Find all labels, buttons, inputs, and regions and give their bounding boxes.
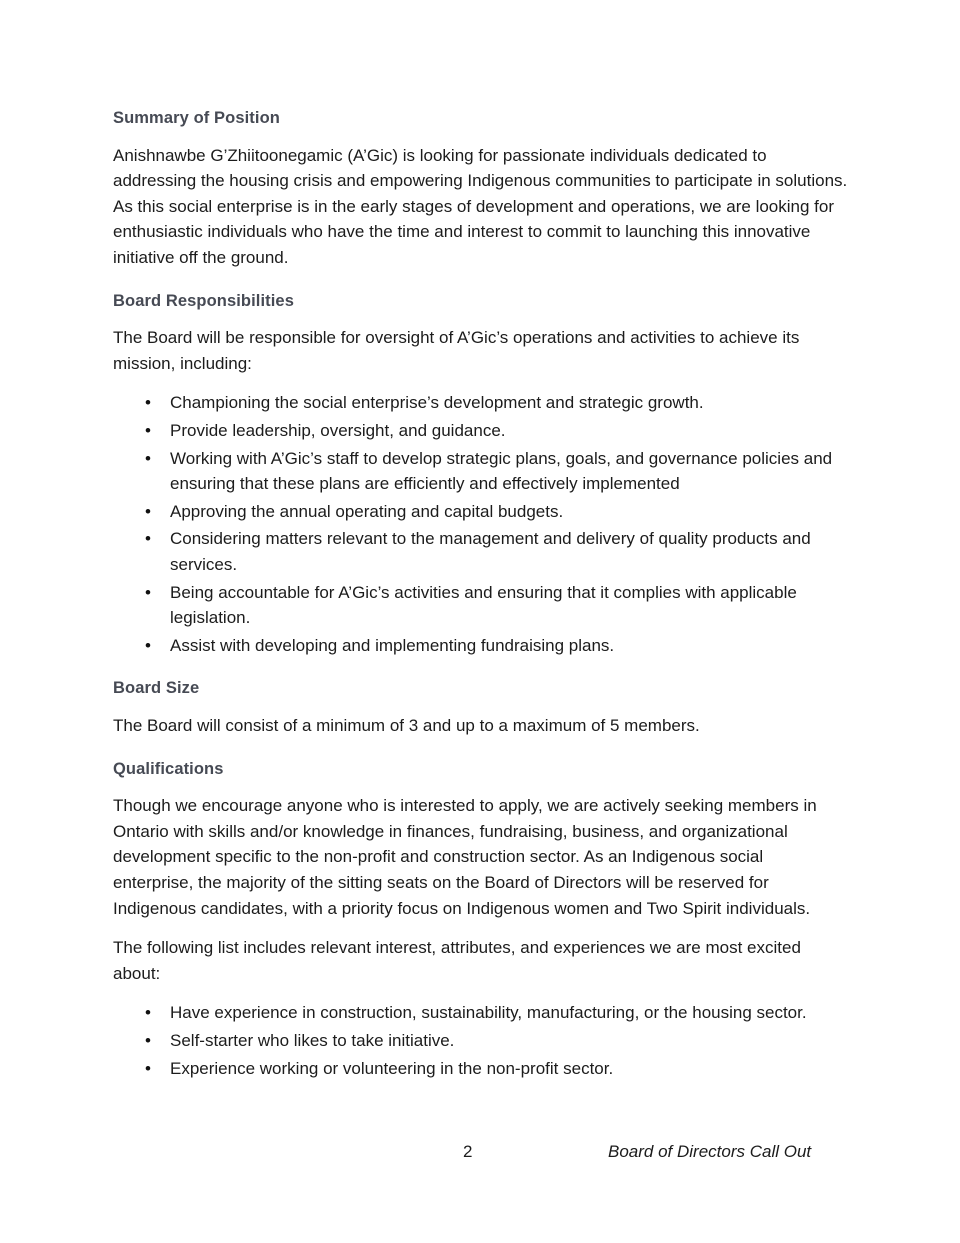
list-item: • Have experience in construction, sustainability, manufacturing, or the housing sector. <box>113 1000 848 1026</box>
list-item: • Experience working or volunteering in the non-profit sector. <box>113 1056 848 1082</box>
page-footer <box>113 1139 848 1167</box>
list-item: • Approving the annual operating and capital budgets. <box>113 499 848 525</box>
section-summary-of-position <box>113 108 848 271</box>
section-qualifications <box>113 759 848 1082</box>
paragraph: Though we encourage anyone who is interested to apply, we are actively seeking members in Ontario with skills and/or knowledge in finances, fundraising, business, and organizational development specific to the non-profit and construction sector. As an Indigenous social enterprise, the majority of the sitting seats on the Board of Directors will be reserved for Indigenous candidates, with a priority focus on Indigenous women and Two Spirit individuals. <box>113 796 817 918</box>
page-number: 2 <box>463 1142 473 1161</box>
section-heading: Board Size <box>113 679 200 698</box>
section-heading: Qualifications <box>113 759 224 778</box>
list-item: • Assist with developing and implementing fundraising plans. <box>113 633 848 659</box>
section-heading: Board Responsibilities <box>113 291 294 310</box>
footer-document-title: Board of Directors Call Out <box>608 1142 812 1161</box>
paragraph: The Board will be responsible for oversight of A’Gic’s operations and activities to achieve its mission, including: <box>113 328 800 373</box>
bullet-list <box>113 390 848 658</box>
paragraph: The Board will consist of a minimum of 3 and up to a maximum of 5 members. <box>113 715 700 735</box>
list-item: • Considering matters relevant to the management and delivery of quality products and services. <box>113 526 848 577</box>
list-item: • Working with A’Gic’s staff to develop strategic plans, goals, and governance policies and ensuring that these plans are efficiently and effectively implemented <box>113 446 848 497</box>
list-item: • Being accountable for A’Gic’s activities and ensuring that it complies with applicable legislation. <box>113 580 848 631</box>
bullet-list <box>113 1000 848 1081</box>
section-board-responsibilities <box>113 291 848 659</box>
list-item: • Provide leadership, oversight, and guidance. <box>113 418 848 444</box>
section-heading: Summary of Position <box>113 109 280 127</box>
paragraph: Anishnawbe G’Zhiitoonegamic (A’Gic) is looking for passionate individuals dedicated to addressing the housing crisis and empowering Indigenous communities to participate in solutions. As this social enterprise is in the early stages of development and operations, we are looking for enthusiastic individuals who have the time and interest to commit to launching this innovative initiative off the ground. <box>113 145 848 267</box>
document-body <box>113 108 848 1083</box>
paragraph: The following list includes relevant interest, attributes, and experiences we are most excited about: <box>113 938 801 983</box>
list-item: • Championing the social enterprise’s development and strategic growth. <box>113 390 848 416</box>
list-item: • Self-starter who likes to take initiative. <box>113 1028 848 1054</box>
section-board-size <box>113 678 848 738</box>
